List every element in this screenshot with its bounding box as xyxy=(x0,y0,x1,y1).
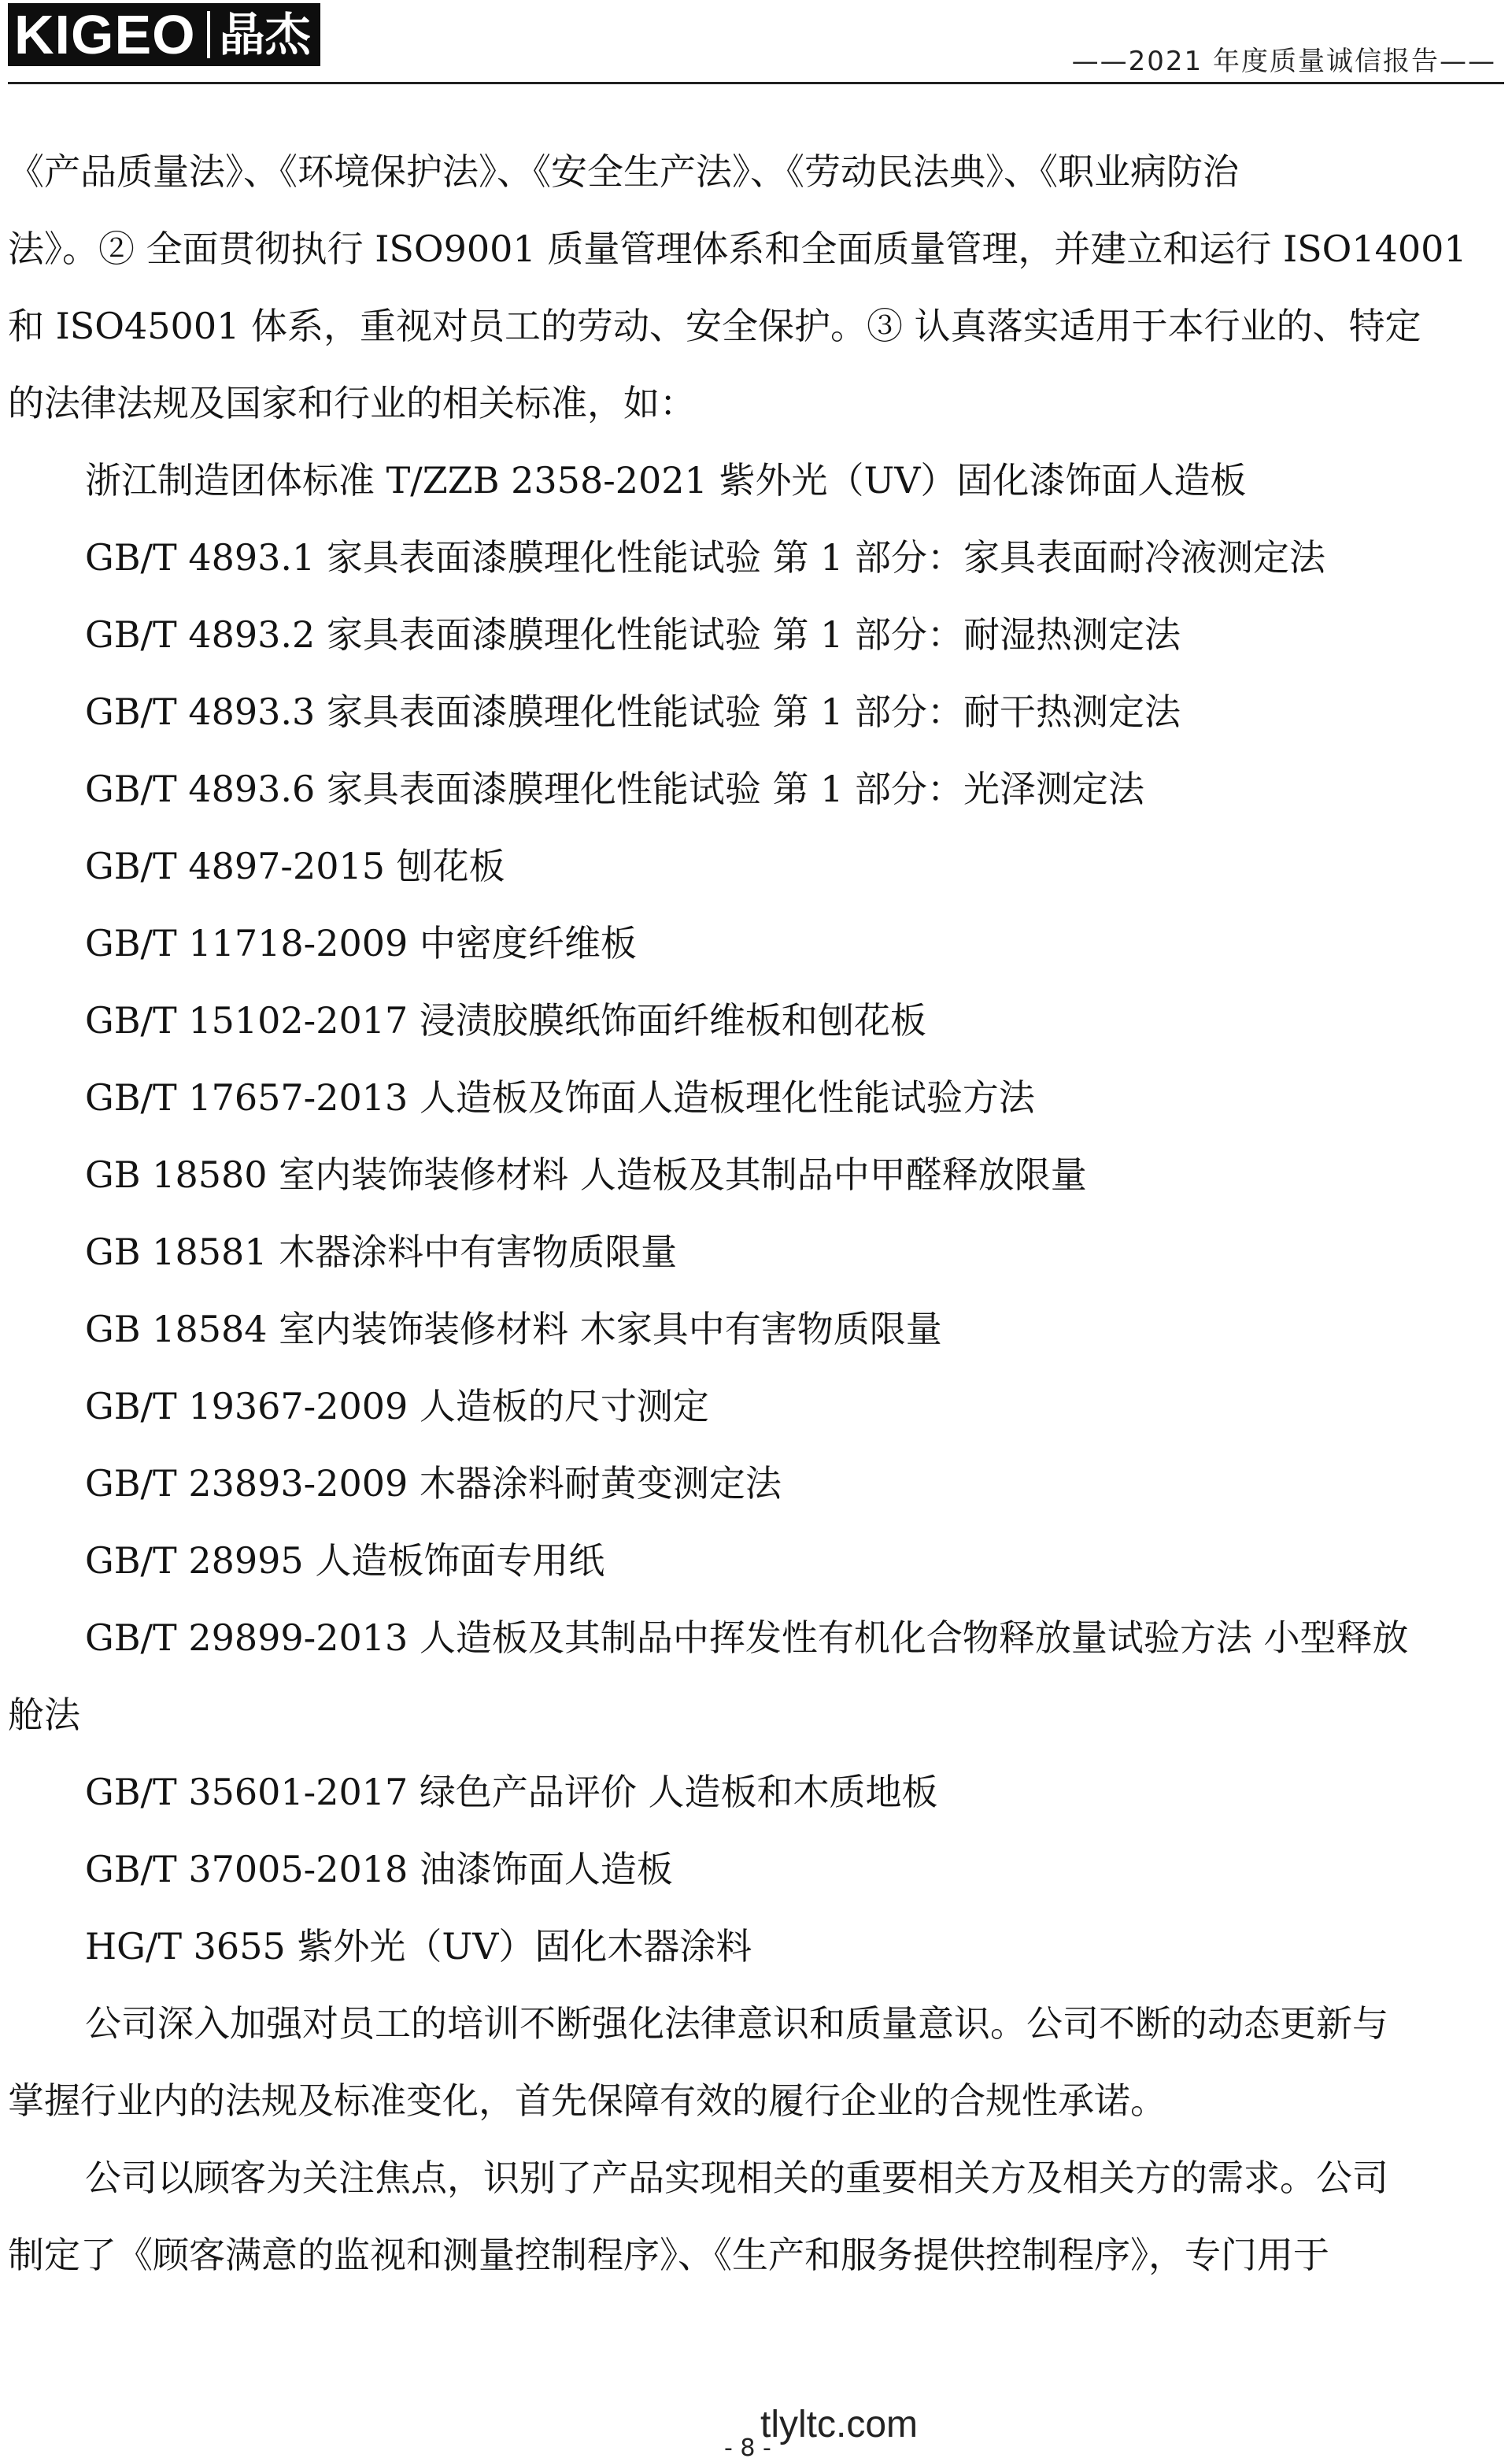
text-line: 法》。② 全面贯彻执行 ISO9001 质量管理体系和全面质量管理，并建立和运行 ISO14001 xyxy=(8,228,1467,270)
standard-item: GB/T 37005-2018 油漆饰面人造板 xyxy=(85,1848,673,1890)
standard-item: HG/T 3655 紫外光（UV）固化木器涂料 xyxy=(85,1925,752,1968)
standard-item: GB/T 19367-2009 人造板的尺寸测定 xyxy=(85,1385,709,1427)
standard-item: GB 18580 室内装饰装修材料 人造板及其制品中甲醛释放限量 xyxy=(85,1153,1087,1196)
text-line: 的法律法规及国家和行业的相关标准，如： xyxy=(8,382,696,424)
page-header xyxy=(0,0,1512,88)
standard-item-continuation: 舱法 xyxy=(8,1694,80,1736)
paragraph-line: 公司以顾客为关注焦点，识别了产品实现相关的重要相关方及相关方的需求。公司 xyxy=(85,2157,1388,2199)
standard-item: GB/T 4893.6 家具表面漆膜理化性能试验 第 1 部分：光泽测定法 xyxy=(85,768,1145,810)
standard-item: GB/T 28995 人造板饰面专用纸 xyxy=(85,1539,605,1582)
text-line: 《产品质量法》、《环境保护法》、《安全生产法》、《劳动民法典》、《职业病防治 xyxy=(8,150,1239,193)
standard-item: GB/T 23893-2009 木器涂料耐黄变测定法 xyxy=(85,1462,782,1505)
standard-item: GB/T 29899-2013 人造板及其制品中挥发性有机化合物释放量试验方法 小型释放 xyxy=(85,1616,1409,1659)
paragraph-line: 掌握行业内的法规及标准变化，首先保障有效的履行企业的合规性承诺。 xyxy=(8,2079,1166,2122)
standard-item: GB 18584 室内装饰装修材料 木家具中有害物质限量 xyxy=(85,1308,942,1350)
company-logo xyxy=(8,3,320,66)
standard-item: GB/T 35601-2017 绿色产品评价 人造板和木质地板 xyxy=(85,1771,938,1813)
page-number: - 8 - xyxy=(724,2434,771,2462)
paragraph-line: 公司深入加强对员工的培训不断强化法律意识和质量意识。公司不断的动态更新与 xyxy=(85,2002,1388,2045)
standard-item: GB/T 4893.1 家具表面漆膜理化性能试验 第 1 部分：家具表面耐冷液测定法 xyxy=(85,536,1326,579)
text-line: 和 ISO45001 体系，重视对员工的劳动、安全保护。③ 认真落实适用于本行业的、特定 xyxy=(8,305,1421,347)
standard-item: GB/T 11718-2009 中密度纤维板 xyxy=(85,922,637,964)
logo-divider xyxy=(207,11,210,58)
standard-item: GB/T 4897-2015 刨花板 xyxy=(85,845,505,887)
standard-item: GB/T 4893.2 家具表面漆膜理化性能试验 第 1 部分：耐湿热测定法 xyxy=(85,613,1181,656)
report-title: ——2021 年度质量诚信报告—— xyxy=(1071,46,1496,77)
standard-item: GB/T 15102-2017 浸渍胶膜纸饰面纤维板和刨花板 xyxy=(85,999,926,1042)
standard-item: GB/T 17657-2013 人造板及饰面人造板理化性能试验方法 xyxy=(85,1076,1035,1119)
paragraph-line: 制定了《顾客满意的监视和测量控制程序》、《生产和服务提供控制程序》，专门用于 xyxy=(8,2234,1329,2276)
watermark-text: tlyltc.com xyxy=(760,2404,919,2445)
logo-chinese-text: 晶杰 xyxy=(219,8,311,61)
standard-item: GB 18581 木器涂料中有害物质限量 xyxy=(85,1231,678,1273)
standard-item: 浙江制造团体标准 T/ZZB 2358-2021 紫外光（UV）固化漆饰面人造板 xyxy=(85,459,1247,502)
standard-item: GB/T 4893.3 家具表面漆膜理化性能试验 第 1 部分：耐干热测定法 xyxy=(85,690,1181,733)
header-divider xyxy=(8,82,1504,84)
logo-english-text: KIGEO xyxy=(14,4,196,65)
